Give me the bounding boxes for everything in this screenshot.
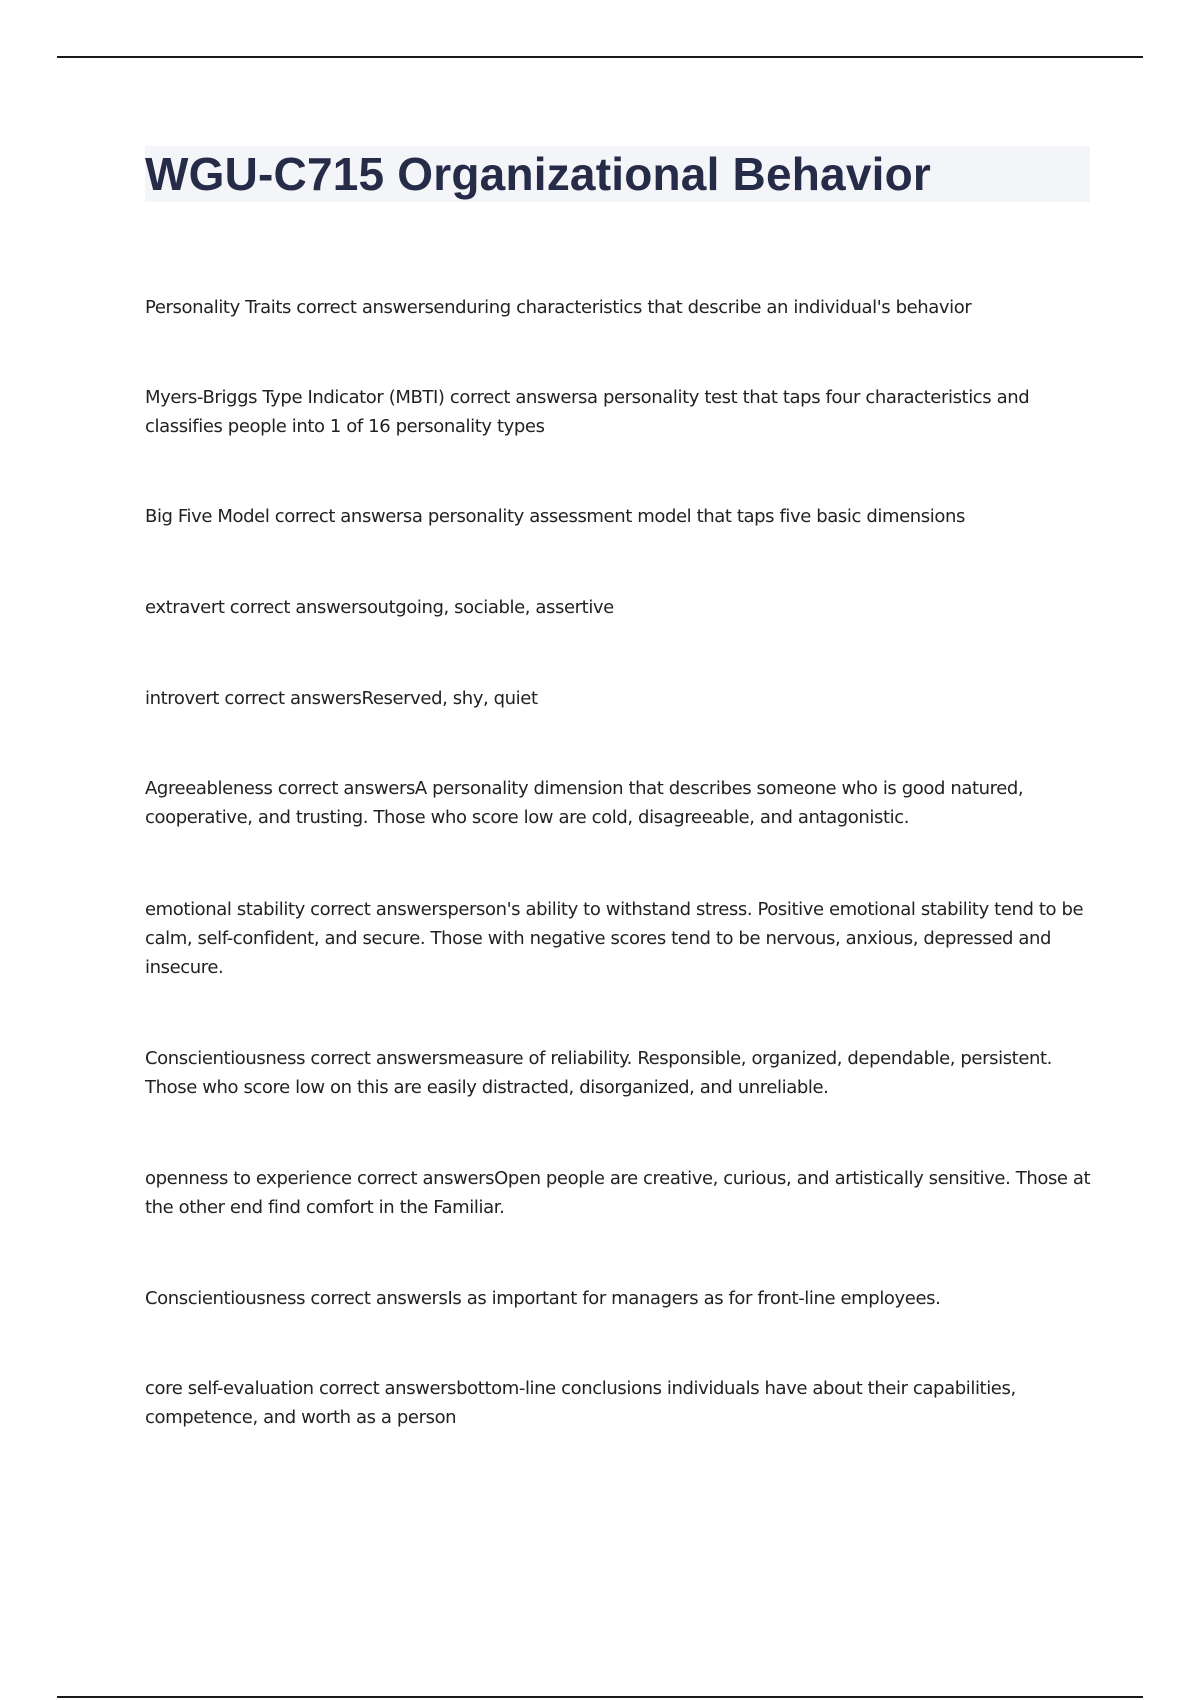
document-title: WGU-C715 Organizational Behavior <box>145 148 931 200</box>
flashcard-entry: Conscientiousness correct answersmeasure of reliability. Responsible, organized, dependable, persistent. Those who score low on this are easily distracted, disorganized, and unreliable. <box>145 1048 1052 1098</box>
flashcard-entry: openness to experience correct answersOpen people are creative, curious, and artistically sensitive. Those at the other end find comfort in the Familiar. <box>145 1168 1091 1218</box>
flashcard-entry: extravert correct answersoutgoing, sociable, assertive <box>145 597 614 618</box>
flashcard-entry: Personality Traits correct answersenduring characteristics that describe an individual's behavior <box>145 297 972 318</box>
top-rule <box>57 56 1143 58</box>
flashcard-entry: introvert correct answersReserved, shy, quiet <box>145 688 538 709</box>
flashcard-entry: Myers-Briggs Type Indicator (MBTI) correct answersa personality test that taps four characteristics and classifies people into 1 of 16 personality types <box>145 387 1030 437</box>
flashcard-entry: Big Five Model correct answersa personality assessment model that taps five basic dimensions <box>145 506 965 527</box>
title-banner <box>145 146 1090 202</box>
flashcard-entry: Conscientiousness correct answersIs as important for managers as for front-line employees. <box>145 1288 941 1309</box>
flashcard-entry: emotional stability correct answersperson's ability to withstand stress. Positive emotional stability tend to be calm, self-confident, and secure. Those with negative scores tend to be nervous, anxious, depressed and insecure. <box>145 899 1084 978</box>
bottom-rule <box>57 1696 1143 1698</box>
flashcard-entry: core self-evaluation correct answersbottom-line conclusions individuals have about their capabilities, competence, and worth as a person <box>145 1378 1016 1428</box>
flashcard-entry: Agreeableness correct answersA personality dimension that describes someone who is good natured, cooperative, and trusting. Those who score low are cold, disagreeable, and antagonistic. <box>145 778 1024 828</box>
